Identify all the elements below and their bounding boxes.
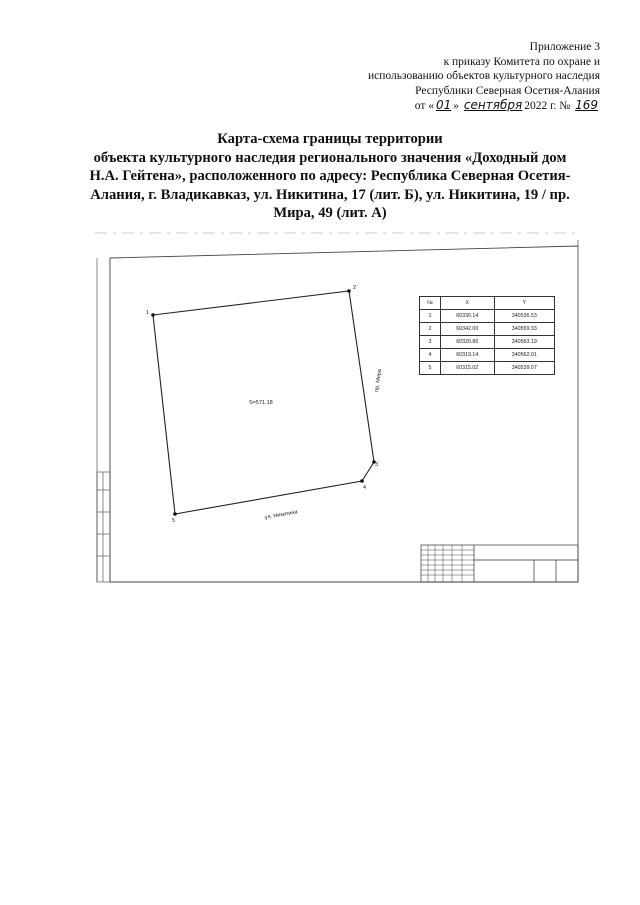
- point-2-marker: [347, 289, 351, 293]
- coordinates-table: [419, 296, 555, 375]
- point-4-label: 4: [363, 485, 367, 491]
- date-prefix: от «: [414, 100, 434, 112]
- title-block: [421, 545, 578, 582]
- point-1-marker: [151, 313, 155, 317]
- point-5-marker: [173, 512, 177, 516]
- row-number: 1: [420, 310, 441, 323]
- appendix-line-2: к приказу Комитета по охране и: [443, 55, 600, 68]
- title-line-4: Алания, г. Владикавказ, ул. Никитина, 17 (лит. Б), ул. Никитина, 19 / пр.: [90, 186, 570, 203]
- point-5-label: 5: [172, 518, 176, 524]
- header-x: X: [441, 297, 495, 310]
- row-number: 2: [420, 323, 441, 336]
- point-2-label: 2: [353, 285, 357, 291]
- table-row: [420, 362, 555, 375]
- date-day: 01: [436, 98, 452, 112]
- title-block-grid: [421, 545, 474, 582]
- table-row: [420, 323, 555, 336]
- street-mira-label: пр. Мира: [374, 368, 384, 393]
- row-number: 4: [420, 349, 441, 362]
- header-y: Y: [494, 297, 554, 310]
- row-y: 340539.07: [494, 362, 554, 375]
- date-year: 2022 г. №: [524, 100, 571, 112]
- point-4-marker: [360, 479, 364, 483]
- table-row: [420, 349, 555, 362]
- title-line-1: Карта-схема границы территории: [217, 131, 443, 147]
- table-row: [420, 310, 555, 323]
- row-y: 340536.53: [494, 310, 554, 323]
- appendix-line-3: использованию объектов культурного наследия: [367, 70, 600, 82]
- header-number: №: [420, 297, 441, 310]
- appendix-line-4: Республики Северная Осетия-Алания: [415, 84, 600, 97]
- row-x: 60319.14: [441, 349, 495, 362]
- row-y: 340559.33: [494, 323, 554, 336]
- street-nikitina-label: ул. Никитина: [264, 509, 298, 521]
- appendix-line-1: Приложение 3: [529, 41, 600, 53]
- row-x: 60342.00: [441, 323, 495, 336]
- coordinates-header-row: [420, 297, 555, 310]
- row-x: 60320.86: [441, 336, 495, 349]
- table-row: [420, 336, 555, 349]
- row-y: 340562.01: [494, 349, 554, 362]
- area-label: S=571.18: [249, 400, 273, 406]
- title-line-5: Мира, 49 (лит. А): [273, 205, 387, 221]
- row-x: 60330.14: [441, 310, 495, 323]
- title-line-3: Н.А. Гейтена», расположенного по адресу: Республика Северная Осетия-: [89, 168, 571, 184]
- date-mid: »: [453, 100, 460, 112]
- point-1-label: 1: [146, 310, 150, 316]
- date-month: сентября: [463, 98, 523, 112]
- order-number: 169: [575, 98, 598, 112]
- point-3-label: 3: [375, 462, 379, 468]
- row-number: 5: [420, 362, 441, 375]
- row-y: 340563.19: [494, 336, 554, 349]
- row-x: 60315.02: [441, 362, 495, 375]
- margin-stamp: [97, 472, 110, 582]
- title-line-2: объекта культурного наследия регионального значения «Доходный дом: [93, 149, 567, 166]
- row-number: 3: [420, 336, 441, 349]
